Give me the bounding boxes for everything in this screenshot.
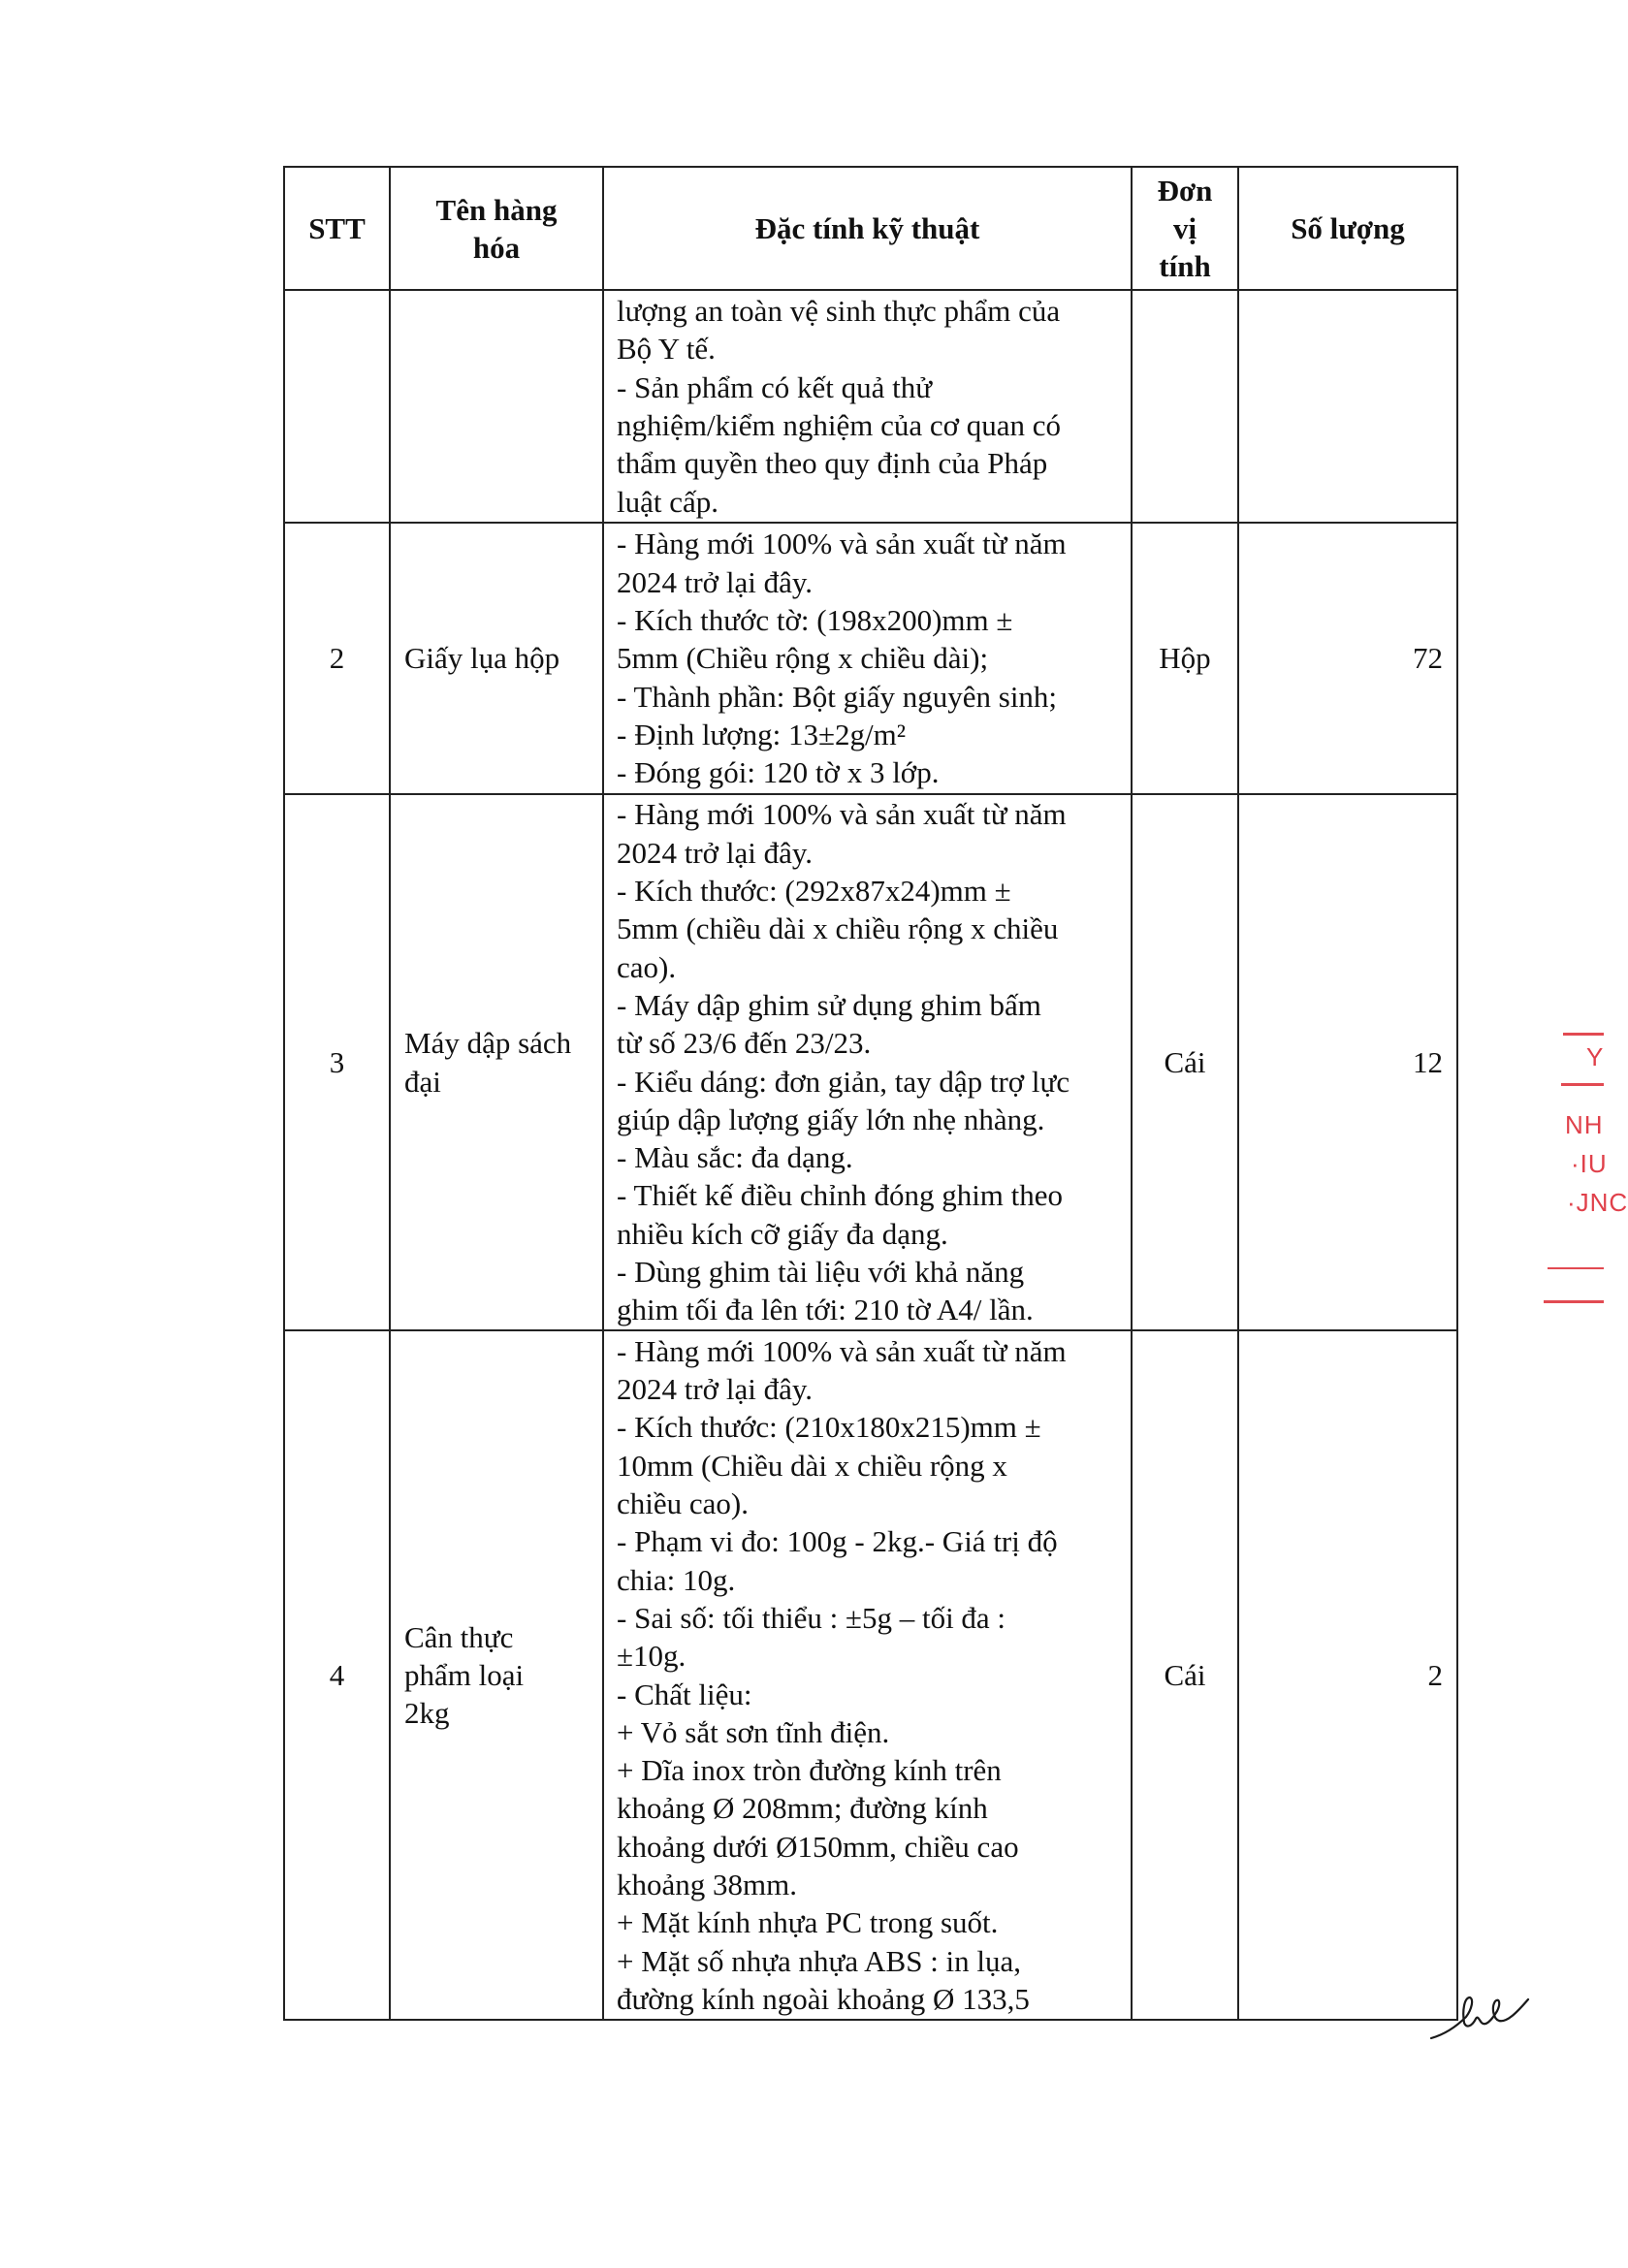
row-stt: 2: [284, 523, 390, 794]
row-spec: - Hàng mới 100% và sản xuất từ năm 2024 trở lại đây. - Kích thước: (292x87x24)mm ± 5mm (chiều dài x chiều rộng x chiều cao). - Máy dập ghim sử dụng ghim bấm từ số 23/6 đến 23/23. - Kiểu dáng: đơn giản, tay dập trợ lực giúp dập lượng giấy lớn nhẹ nhàng. - Màu sắc: đa dạng. - Thiết kế điều chỉnh đóng ghim theo nhiều kích cỡ giấy đa dạng. - Dùng ghim tài liệu với khả năng ghim tối đa lên tới: 210 tờ A4/ lần.: [603, 794, 1132, 1330]
row-spec: - Hàng mới 100% và sản xuất từ năm 2024 trở lại đây. - Kích thước: (210x180x215)mm ± 10mm (Chiều dài x chiều rộng x chiều cao). - Phạm vi đo: 100g - 2kg.- Giá trị độ chia: 10g. - Sai số: tối thiểu : ±5g – tối đa : ±10g. - Chất liệu: + Vỏ sắt sơn tĩnh điện. + Dĩa inox tròn đường kính trên khoảng Ø 208mm; đường kính khoảng dưới Ø150mm, chiều cao khoảng 38mm. + Mặt kính nhựa PC trong suốt. + Mặt số nhựa nhựa ABS : in lụa, đường kính ngoài khoảng Ø 133,5: [603, 1330, 1132, 2020]
row-stt: [284, 290, 390, 523]
table-row: [284, 523, 1457, 794]
row-unit: Cái: [1132, 794, 1238, 1330]
table-header-row: [284, 167, 1457, 290]
stamp-rule: [1561, 1083, 1604, 1086]
red-stamp-fragment: [1542, 1013, 1628, 1362]
stamp-text: NH: [1565, 1110, 1604, 1139]
handwritten-initials: [1427, 1978, 1534, 2046]
row-unit: [1132, 290, 1238, 523]
stamp-rule: [1544, 1300, 1604, 1303]
stamp-text: Y: [1586, 1042, 1605, 1071]
table-row: [284, 1330, 1457, 2020]
row-spec: - Hàng mới 100% và sản xuất từ năm 2024 trở lại đây. - Kích thước tờ: (198x200)mm ± 5mm (Chiều rộng x chiều dài); - Thành phần: Bột giấy nguyên sinh; - Định lượng: 13±2g/m² - Đóng gói: 120 tờ x 3 lớp.: [603, 523, 1132, 794]
specification-table: [283, 166, 1458, 2021]
header-name: Tên hàng hóa: [390, 167, 603, 290]
stamp-rule: [1563, 1033, 1604, 1036]
row-stt: 4: [284, 1330, 390, 2020]
row-qty: 12: [1238, 794, 1457, 1330]
table-row: [284, 794, 1457, 1330]
row-unit: Cái: [1132, 1330, 1238, 2020]
stamp-rule: [1548, 1267, 1604, 1269]
header-spec: Đặc tính kỹ thuật: [603, 167, 1132, 290]
header-qty: Số lượng: [1238, 167, 1457, 290]
row-unit: Hộp: [1132, 523, 1238, 794]
row-name: Giấy lụa hộp: [390, 523, 603, 794]
stamp-text: ·JNC: [1567, 1188, 1628, 1217]
row-name: Cân thực phẩm loại 2kg: [390, 1330, 603, 2020]
header-unit: Đơn vị tính: [1132, 167, 1238, 290]
row-spec: lượng an toàn vệ sinh thực phẩm của Bộ Y tế. - Sản phẩm có kết quả thử nghiệm/kiểm nghiệm của cơ quan có thẩm quyền theo quy định của Pháp luật cấp.: [603, 290, 1132, 523]
table-row: [284, 290, 1457, 523]
row-name: Máy dập sách đại: [390, 794, 603, 1330]
row-qty: [1238, 290, 1457, 523]
row-stt: 3: [284, 794, 390, 1330]
stamp-text: ·IU: [1571, 1149, 1608, 1178]
row-qty: 72: [1238, 523, 1457, 794]
row-name: [390, 290, 603, 523]
header-stt: STT: [284, 167, 390, 290]
row-qty: 2: [1238, 1330, 1457, 2020]
